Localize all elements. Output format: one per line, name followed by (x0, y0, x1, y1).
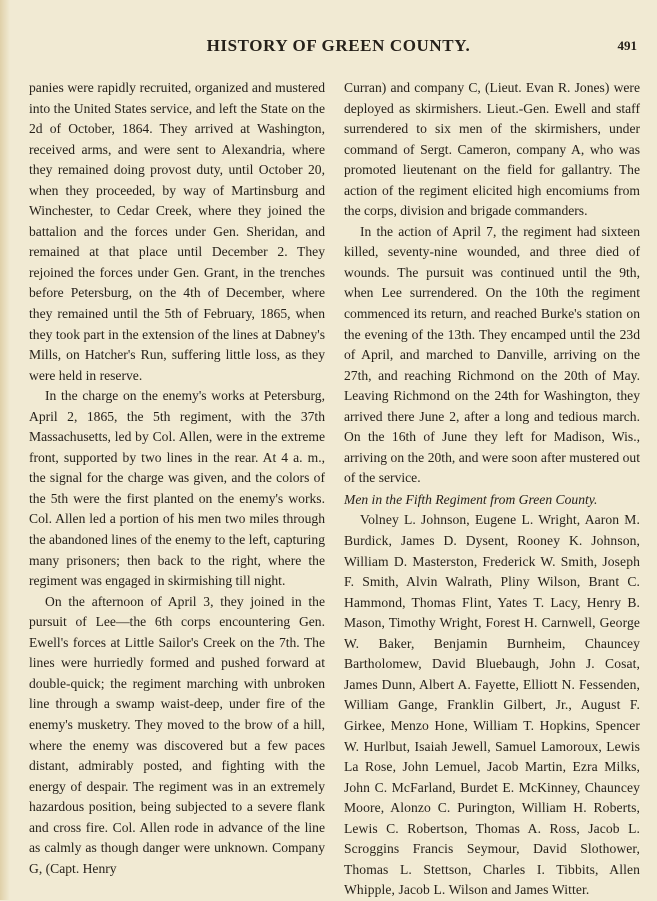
left-column (29, 78, 325, 879)
section-heading: Men in the Fifth Regiment from Green County. (344, 491, 598, 507)
paragraph: In the charge on the enemy's works at Petersburg, April 2, 1865, the 5th regiment, with the 37th Massachusetts, led by Col. Allen, were in the extreme front, supported by two lines in the rear. At 4 a. m., the signal for the charge was given, and the colors of the 5th were the first planted on the enemy's works. Col. Allen led a portion of his men two miles through the abandoned lines of the enemy to the left, capturing many prisoners; then back to the right, where the regiment was engaged in skirmishing till night. (29, 388, 325, 589)
page-number: 491 (617, 38, 637, 53)
page-edge-shadow (0, 0, 10, 900)
paragraph-continuation: Curran) and company C, (Lieut. Evan R. Jones) were deployed as skirmishers. Lieut.-Gen. Ewell and staff surrendered to six men of the skirmishers, under command of Sergt. Cameron, company A, who was promoted lieutenant on the field for gallantry. The action of the regiment elicited high encomiums from the corps, division and brigade commanders. (344, 80, 640, 219)
right-column (344, 78, 640, 901)
paragraph: In the action of April 7, the regiment had sixteen killed, seventy-nine wounded, and three died of wounds. The pursuit was continued until the 9th, when Lee surrendered. On the 10th the regiment commenced its return, and reached Burke's station on the evening of the 13th. They encamped until the 23d of April, and marched to Danville, arriving on the 27th, and reaching Richmond on the 20th of May. Leaving Richmond on the 24th for Washington, they arrived there June 2, after a long and tedious march. On the 16th of June they left for Madison, Wis., arriving on the 20th, and were soon after mustered out of the service. (344, 223, 640, 486)
paragraph: panies were rapidly recruited, organized and mustered into the United States service, and left the State on the 2d of October, 1864. They arrived at Washington, received arms, and were sent to Alexandria, where they remained doing provost duty, until October 20, when they proceeded, by way of Martinsburg and Winchester, to Cedar Creek, where they joined the battalion and the forces under Gen. Sheridan, and remained at that place until December 2. They rejoined the forces under Gen. Grant, in the trenches before Petersburg, on the 4th of December, where they remained until the 5th of February, 1865, when they took part in the extension of the lines at Dabney's Mills, on Hatcher's Run, suffering little loss, as they were held in reserve. (29, 80, 325, 383)
paragraph: On the afternoon of April 3, they joined in the pursuit of Lee—the 6th corps encountering Gen. Ewell's forces at Little Sailor's Creek on the 7th. The lines were hurriedly formed and pushed forward at double-quick; the regiment marching with unbroken line through a swamp waist-deep, under fire of the enemy's musketry. They moved to the brow of a hill, where the enemy was discovered but a few paces distant, admirably posted, and fighting with the energy of despair. The regiment was in an extremely hazardous position, being subjected to a severe flank and cross fire. Col. Allen rode in advance of the line as calmly as though danger were unknown. Company G, (Capt. Henry (29, 593, 325, 876)
roster-names: Volney L. Johnson, Eugene L. Wright, Aaron M. Burdick, James D. Dysent, Rooney K. Johnson, William D. Masterston, Frederick W. Smith, Joseph F. Smith, Alvin Walrath, Pliny Wilson, Brant C. Hammond, Thomas Flint, Yates T. Lacy, Henry B. Mason, Timothy Wright, Forest H. Carnwell, George W. Baker, Benjamin Burnheim, Chauncey Bartholomew, David Bluebaugh, John J. Cosat, James Dunn, Albert A. Fayette, Elliott N. Fessenden, William Gange, Franklin Gilbert, Jr., August F. Girkee, Menzo Hone, William T. Hopkins, Spencer W. Hurlbut, Isaiah Jewell, Samuel Lamoroux, Lewis La Rose, John Lemuel, Jacob Martin, Ezra Milks, John C. McFarland, Burdet E. McKinney, Chauncey Moore, Alonzo C. Purington, William H. Roberts, Lewis C. Robertson, Thomas A. Ross, Jacob L. Scroggins Francis Seymour, David Slothower, Thomas L. Stettson, Charles I. Tibbits, Allen Whipple, Jacob L. Wilson and James Witter. (344, 512, 640, 898)
page-header (40, 36, 637, 58)
running-title: HISTORY OF GREEN COUNTY. (206, 36, 471, 55)
